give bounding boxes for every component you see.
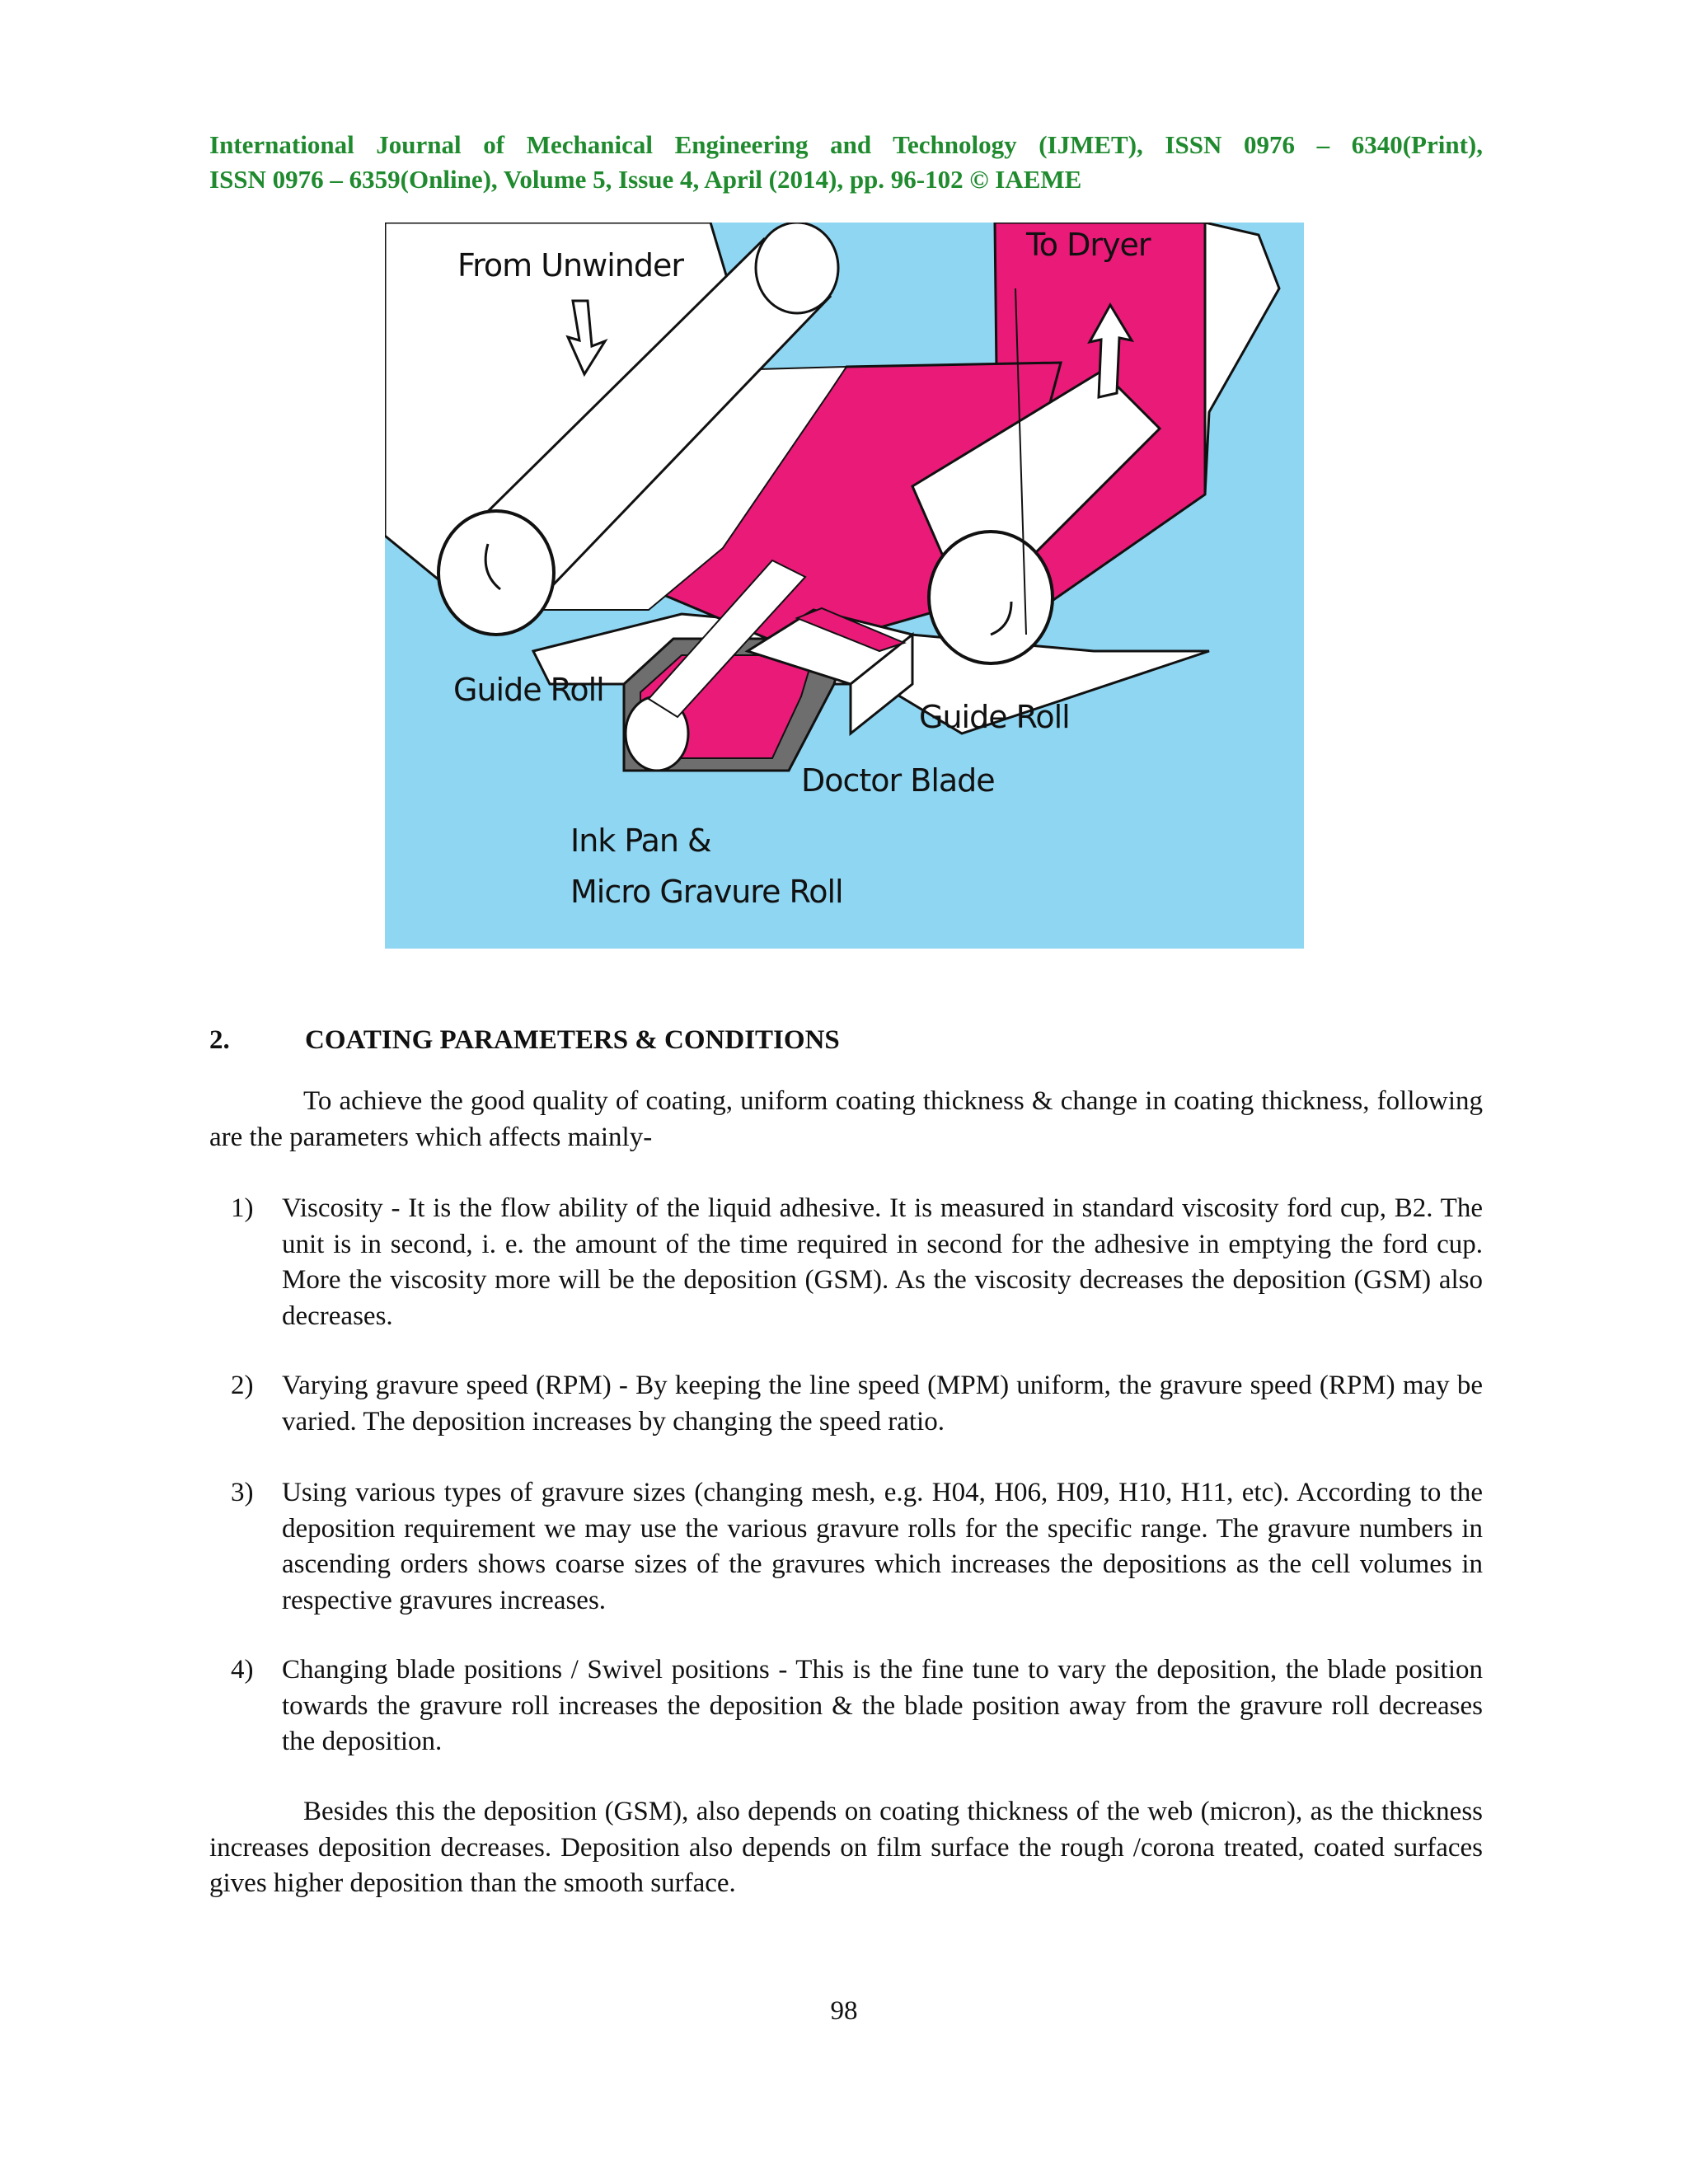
journal-header [209,128,1483,197]
intro-paragraph: To achieve the good quality of coating, uniform coating thickness & change in coating thickness, following are the parameters which affects mainly- [209,1086,1483,1152]
list-item-text: Changing blade positions / Swivel positions - This is the fine tune to vary the deposition, the blade position towards the gravure roll increases the deposition & the blade position away from the gravure roll decreases the deposition. [282,1655,1483,1756]
section-number: 2. [209,1025,230,1055]
label-guide-roll-right: Guide Roll [919,699,1070,735]
label-micro-gravure-roll: Micro Gravure Roll [570,874,843,910]
label-from-unwinder: From Unwinder [457,247,683,284]
section-title: COATING PARAMETERS & CONDITIONS [305,1025,840,1055]
label-to-dryer: To Dryer [1026,227,1151,263]
list-item-text: Using various types of gravure sizes (changing mesh, e.g. H04, H06, H09, H10, H11, etc). According to the deposition requirement we may use the various gravure rolls for the specific range. The gravure numbers in ascending orders shows coarse sizes of the gravures which increases the depositions as the cell volumes in respective gravures increases. [282,1478,1483,1615]
section-heading [209,1022,1483,1058]
list-marker: 2) [231,1371,254,1400]
list-marker: 3) [231,1478,254,1507]
list-marker: 1) [231,1193,254,1223]
coating-process-figure [385,223,1304,949]
page-number: 98 [830,1996,858,2026]
list-item-text: Varying gravure speed (RPM) - By keeping the line speed (MPM) uniform, the gravure speed (RPM) may be varied. The deposition increases by changing the speed ratio. [282,1371,1483,1436]
dryer-side-sheet [1205,223,1279,494]
label-doctor-blade: Doctor Blade [801,762,995,799]
list-item-text: Viscosity - It is the flow ability of the liquid adhesive. It is measured in standard viscosity ford cup, B2. The unit is in second, i. e. the amount of the time required in second for the adhesive in emptying the ford cup. More the viscosity more will be the deposition (GSM). As the viscosity decreases the deposition (GSM) also decreases. [282,1193,1483,1331]
label-guide-roll-left: Guide Roll [453,672,604,708]
list-item [231,1191,1483,1334]
list-item [231,1475,1483,1619]
journal-header-line-1: International Journal of Mechanical Engineering and Technology (IJMET), ISSN 0976 – 6340(Print), [209,130,1483,159]
list-item [231,1368,1483,1440]
list-marker: 4) [231,1655,254,1685]
closing-paragraph: Besides this the deposition (GSM), also depends on coating thickness of the web (micron), as the thickness increases deposition decreases. Deposition also depends on film surface the rough /corona treated, coated surfaces gives higher deposition than the smooth surface. [209,1797,1483,1898]
journal-header-line-2: ISSN 0976 – 6359(Online), Volume 5, Issue 4, April (2014), pp. 96-102 © IAEME [209,165,1082,194]
list-item [231,1652,1483,1760]
label-ink-pan: Ink Pan & [570,823,711,859]
coating-diagram [385,223,1304,949]
